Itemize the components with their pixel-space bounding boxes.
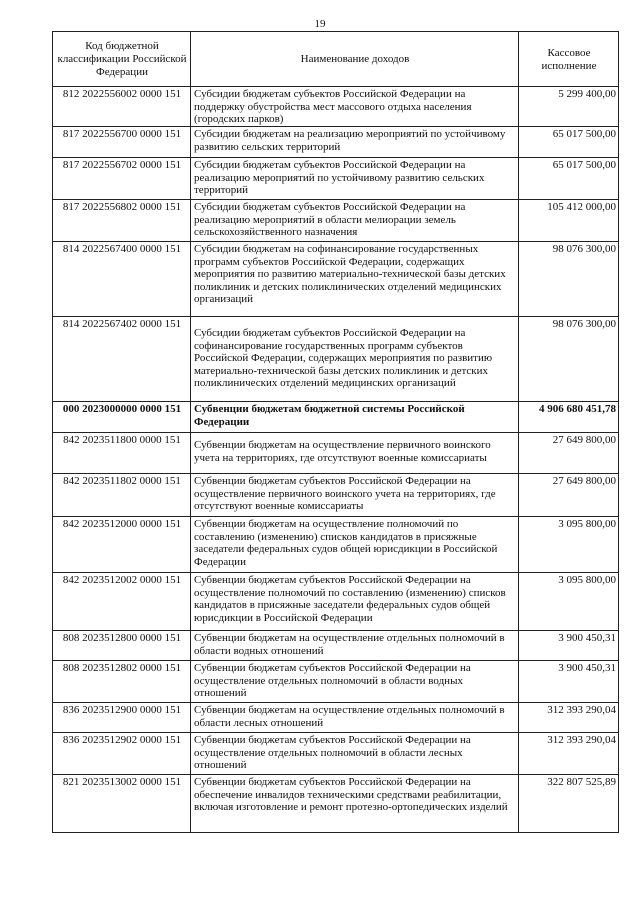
row-amount: 312 393 290,04 bbox=[519, 703, 619, 733]
table-row bbox=[53, 474, 619, 517]
row-name: Субвенции бюджетам на осуществление отдельных полномочий в области водных отношений bbox=[191, 631, 519, 661]
table-row bbox=[53, 158, 619, 200]
row-code: 817 2022556802 0000 151 bbox=[53, 200, 191, 242]
row-code: 836 2023512902 0000 151 bbox=[53, 733, 191, 775]
row-code: 842 2023512002 0000 151 bbox=[53, 573, 191, 631]
row-name: Субвенции бюджетам субъектов Российской Федерации на обеспечение инвалидов техническими средствами реабилитации, включая изготовление и ремонт протезно-ортопедических изделий bbox=[191, 775, 519, 833]
row-amount: 27 649 800,00 bbox=[519, 433, 619, 474]
row-amount: 27 649 800,00 bbox=[519, 474, 619, 517]
table-row bbox=[53, 703, 619, 733]
row-name: Субсидии бюджетам на реализацию мероприятий по устойчивому развитию сельских территорий bbox=[191, 127, 519, 158]
header-amount: Кассовое исполнение bbox=[519, 32, 619, 87]
table-row bbox=[53, 573, 619, 631]
header-code: Код бюджетной классификации Российской Федерации bbox=[53, 32, 191, 87]
row-code: 836 2023512900 0000 151 bbox=[53, 703, 191, 733]
row-amount: 5 299 400,00 bbox=[519, 87, 619, 127]
row-name: Субсидии бюджетам субъектов Российской Федерации на реализацию мероприятий по устойчивому развитию сельских территорий bbox=[191, 158, 519, 200]
row-name: Субвенции бюджетам субъектов Российской Федерации на осуществление отдельных полномочий в области водных отношений bbox=[191, 661, 519, 703]
row-amount: 3 900 450,31 bbox=[519, 661, 619, 703]
row-amount: 3 095 800,00 bbox=[519, 573, 619, 631]
row-name: Субвенции бюджетам субъектов Российской Федерации на осуществление полномочий по составлению (изменению) списков кандидатов в присяжные заседатели федеральных судов общей юрисдикции в Российской Федерации bbox=[191, 573, 519, 631]
row-amount: 3 095 800,00 bbox=[519, 517, 619, 573]
table-row bbox=[53, 631, 619, 661]
table-header-row bbox=[53, 32, 619, 87]
table-row bbox=[53, 433, 619, 474]
row-code: 842 2023512000 0000 151 bbox=[53, 517, 191, 573]
header-name: Наименование доходов bbox=[191, 32, 519, 87]
table-row bbox=[53, 661, 619, 703]
table-row bbox=[53, 317, 619, 402]
table-row bbox=[53, 733, 619, 775]
row-name: Субсидии бюджетам субъектов Российской Федерации на реализацию мероприятий в области мелиорации земель сельскохозяйственного назначения bbox=[191, 200, 519, 242]
row-code: 842 2023511802 0000 151 bbox=[53, 474, 191, 517]
row-code: 814 2022567400 0000 151 bbox=[53, 242, 191, 317]
row-amount: 98 076 300,00 bbox=[519, 317, 619, 402]
row-amount: 3 900 450,31 bbox=[519, 631, 619, 661]
row-name: Субсидии бюджетам субъектов Российской Федерации на софинансирование государственных программ субъектов Российской Федерации, содержащих мероприятия по развитию материально-технической базы детских поликлиник и детских поликлинических отделений медицинских организаций bbox=[191, 317, 519, 402]
row-code: 000 2023000000 0000 151 bbox=[53, 402, 191, 433]
row-amount: 4 906 680 451,78 bbox=[519, 402, 619, 433]
row-name: Субвенции бюджетам на осуществление отдельных полномочий в области лесных отношений bbox=[191, 703, 519, 733]
page-number: 19 bbox=[314, 18, 326, 30]
row-name: Субвенции бюджетам бюджетной системы Российской Федерации bbox=[191, 402, 519, 433]
table-row-total bbox=[53, 402, 619, 433]
row-amount: 312 393 290,04 bbox=[519, 733, 619, 775]
row-code: 842 2023511800 0000 151 bbox=[53, 433, 191, 474]
row-code: 821 2023513002 0000 151 bbox=[53, 775, 191, 833]
row-code: 812 2022556002 0000 151 bbox=[53, 87, 191, 127]
row-code: 817 2022556700 0000 151 bbox=[53, 127, 191, 158]
table-row bbox=[53, 775, 619, 833]
row-name: Субвенции бюджетам на осуществление полномочий по составлению (изменению) списков кандидатов в присяжные заседатели федеральных судов общей юрисдикции в Российской Федерации bbox=[191, 517, 519, 573]
row-code: 814 2022567402 0000 151 bbox=[53, 317, 191, 402]
row-name: Субвенции бюджетам субъектов Российской Федерации на осуществление отдельных полномочий в области лесных отношений bbox=[191, 733, 519, 775]
row-amount: 65 017 500,00 bbox=[519, 158, 619, 200]
row-code: 817 2022556702 0000 151 bbox=[53, 158, 191, 200]
row-code: 808 2023512800 0000 151 bbox=[53, 631, 191, 661]
row-code: 808 2023512802 0000 151 bbox=[53, 661, 191, 703]
row-name: Субсидии бюджетам на софинансирование государственных программ субъектов Российской Федерации, содержащих мероприятия по развитию материально-технической базы детских поликлиник и детских поликлинических отделений медицинских организаций bbox=[191, 242, 519, 317]
table-row bbox=[53, 127, 619, 158]
row-name: Субсидии бюджетам субъектов Российской Федерации на поддержку обустройства мест массового отдыха населения (городских парков) bbox=[191, 87, 519, 127]
row-name: Субвенции бюджетам субъектов Российской Федерации на осуществление первичного воинского учета на территориях, где отсутствуют военные комиссариаты bbox=[191, 474, 519, 517]
revenue-table bbox=[52, 31, 619, 833]
table-row bbox=[53, 242, 619, 317]
table-row bbox=[53, 87, 619, 127]
row-amount: 98 076 300,00 bbox=[519, 242, 619, 317]
row-name: Субвенции бюджетам на осуществление первичного воинского учета на территориях, где отсутствуют военные комиссариаты bbox=[191, 433, 519, 474]
row-amount: 105 412 000,00 bbox=[519, 200, 619, 242]
table-row bbox=[53, 517, 619, 573]
table-row bbox=[53, 200, 619, 242]
row-amount: 65 017 500,00 bbox=[519, 127, 619, 158]
row-amount: 322 807 525,89 bbox=[519, 775, 619, 833]
